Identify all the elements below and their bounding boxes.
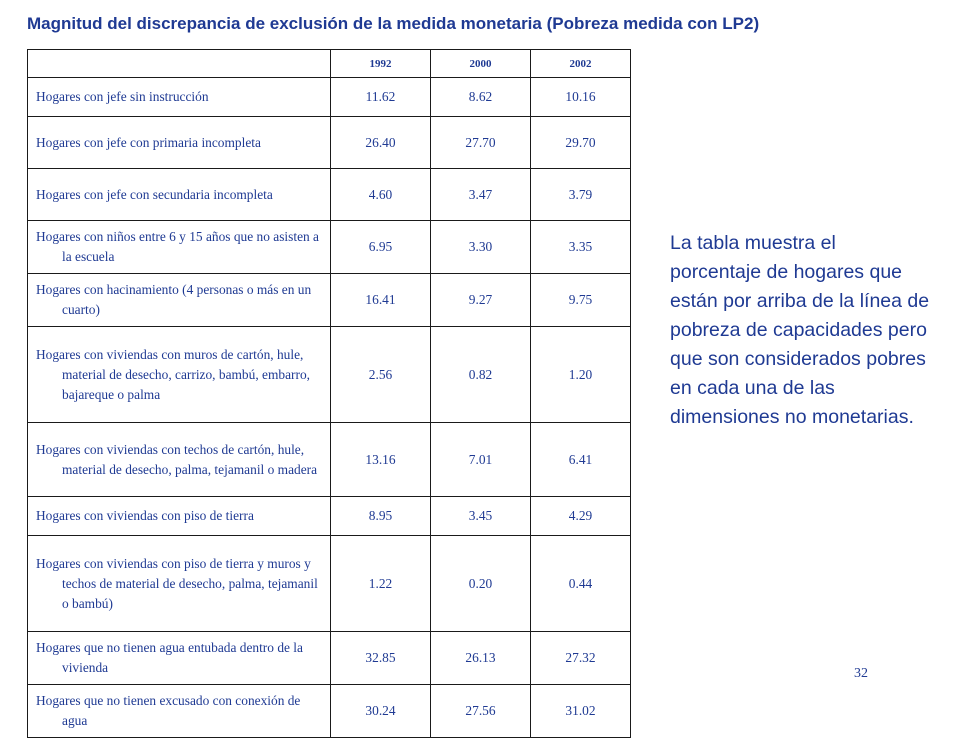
value-2002: 0.44 (531, 536, 631, 632)
row-label: Hogares con jefe con secundaria incompleta (28, 169, 331, 221)
table-row (28, 632, 631, 685)
value-2002: 4.29 (531, 497, 631, 536)
table-row (28, 221, 631, 274)
value-1992: 26.40 (331, 117, 431, 169)
side-description: La tabla muestra el porcentaje de hogares que están por arriba de la línea de pobreza de capacidades pero que son considerados pobres en cada una de las dimensiones no monetarias. (670, 232, 930, 428)
row-label: Hogares con jefe con primaria incompleta (28, 117, 331, 169)
header-2000: 2000 (431, 50, 531, 78)
value-2000: 26.13 (431, 632, 531, 685)
value-2000: 3.45 (431, 497, 531, 536)
value-1992: 30.24 (331, 685, 431, 738)
value-2002: 29.70 (531, 117, 631, 169)
value-1992: 8.95 (331, 497, 431, 536)
value-1992: 6.95 (331, 221, 431, 274)
value-2000: 7.01 (431, 423, 531, 497)
value-2002: 27.32 (531, 632, 631, 685)
table-row (28, 327, 631, 423)
value-2002: 10.16 (531, 78, 631, 117)
row-label: Hogares que no tienen excusado con conexión de agua (28, 685, 331, 738)
row-label: Hogares con hacinamiento (4 personas o más en un cuarto) (28, 274, 331, 327)
value-2000: 8.62 (431, 78, 531, 117)
row-label: Hogares con viviendas con muros de cartón, hule, material de desecho, carrizo, bambú, embarro, bajareque o palma (28, 327, 331, 423)
table-row (28, 536, 631, 632)
value-2000: 9.27 (431, 274, 531, 327)
table-row (28, 497, 631, 536)
value-1992: 1.22 (331, 536, 431, 632)
header-empty (28, 50, 331, 78)
row-label: Hogares con niños entre 6 y 15 años que no asisten a la escuela (28, 221, 331, 274)
table-row (28, 685, 631, 738)
row-label: Hogares con viviendas con techos de cartón, hule, material de desecho, palma, tejamanil o madera (28, 423, 331, 497)
data-table (27, 49, 631, 738)
value-2002: 9.75 (531, 274, 631, 327)
slide-title: Magnitud del discrepancia de exclusión de la medida monetaria (Pobreza medida con LP2) (27, 14, 760, 33)
value-2000: 3.47 (431, 169, 531, 221)
value-2002: 6.41 (531, 423, 631, 497)
value-2002: 3.79 (531, 169, 631, 221)
value-1992: 4.60 (331, 169, 431, 221)
table-row (28, 117, 631, 169)
value-1992: 32.85 (331, 632, 431, 685)
value-2002: 3.35 (531, 221, 631, 274)
table-header-row (28, 50, 631, 78)
value-2000: 0.20 (431, 536, 531, 632)
row-label: Hogares con viviendas con piso de tierra (28, 497, 331, 536)
value-1992: 11.62 (331, 78, 431, 117)
row-label: Hogares que no tienen agua entubada dentro de la vivienda (28, 632, 331, 685)
value-2002: 31.02 (531, 685, 631, 738)
header-2002: 2002 (531, 50, 631, 78)
value-2000: 27.70 (431, 117, 531, 169)
table-row (28, 274, 631, 327)
table-row (28, 78, 631, 117)
value-2000: 0.82 (431, 327, 531, 423)
table-row (28, 169, 631, 221)
header-1992: 1992 (331, 50, 431, 78)
value-1992: 16.41 (331, 274, 431, 327)
table-row (28, 423, 631, 497)
page-number: 32 (854, 666, 868, 681)
row-label: Hogares con jefe sin instrucción (28, 78, 331, 117)
value-1992: 13.16 (331, 423, 431, 497)
value-2000: 27.56 (431, 685, 531, 738)
row-label: Hogares con viviendas con piso de tierra y muros y techos de material de desecho, palma, tejamanil o bambú) (28, 536, 331, 632)
value-1992: 2.56 (331, 327, 431, 423)
value-2002: 1.20 (531, 327, 631, 423)
value-2000: 3.30 (431, 221, 531, 274)
